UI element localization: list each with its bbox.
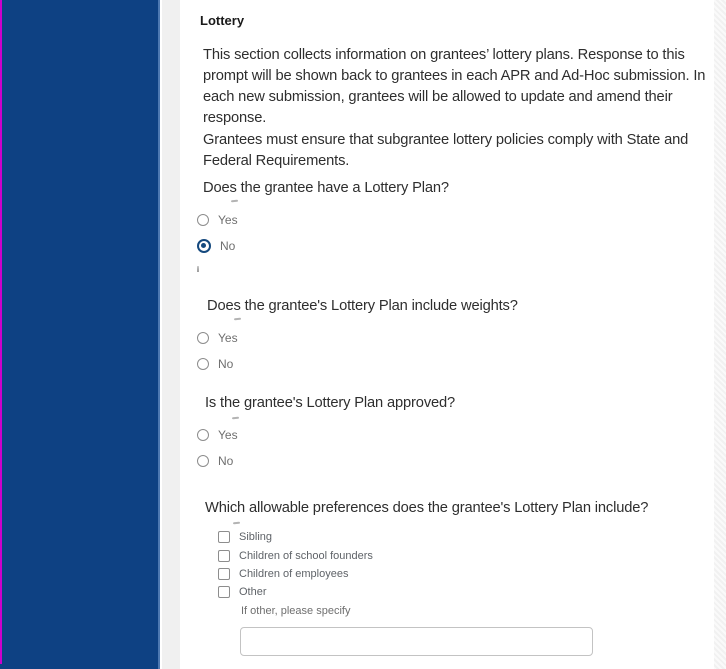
if-other-specify-label: If other, please specify — [241, 605, 351, 617]
checkbox-option-sibling[interactable] — [218, 531, 272, 543]
radio-icon[interactable] — [197, 429, 209, 441]
radio-option-q2-yes[interactable] — [197, 331, 238, 345]
checkbox-label[interactable]: Children of employees — [239, 568, 349, 580]
collapsed-tick-icon — [232, 417, 239, 420]
collapsed-tick-icon — [234, 318, 241, 321]
collapsed-tick-icon — [233, 522, 240, 525]
radio-icon[interactable] — [197, 455, 209, 467]
right-edge-strip — [714, 0, 726, 669]
question-allowable-preferences: Which allowable preferences does the grantee's Lottery Plan include? — [205, 500, 649, 516]
radio-option-q3-yes[interactable] — [197, 428, 238, 442]
checkbox-label[interactable]: Sibling — [239, 531, 273, 543]
checkbox-option-children-of-school-founders[interactable] — [218, 550, 373, 562]
radio-icon[interactable] — [197, 358, 209, 370]
radio-label[interactable]: Yes — [218, 331, 238, 345]
radio-option-q1-no[interactable] — [197, 239, 235, 253]
intro-paragraph-2: Grantees must ensure that subgrantee lottery policies comply with State and Federal Requirements. — [203, 132, 689, 169]
radio-option-q3-no[interactable] — [197, 454, 233, 468]
radio-option-q2-no[interactable] — [197, 357, 233, 371]
radio-label[interactable]: Yes — [218, 213, 238, 227]
question-plan-approved: Is the grantee's Lottery Plan approved? — [205, 395, 456, 411]
radio-option-q1-yes[interactable] — [197, 213, 238, 227]
other-specify-input[interactable] — [240, 627, 593, 656]
checkbox-icon[interactable] — [218, 550, 230, 562]
radio-label[interactable]: No — [220, 239, 236, 253]
collapsed-tick-icon — [231, 200, 238, 203]
clipped-radio-icon[interactable] — [197, 266, 211, 272]
checkbox-icon[interactable] — [218, 586, 230, 598]
checkbox-icon[interactable] — [218, 568, 230, 580]
intro-paragraph-1: This section collects information on grantees’ lottery plans. Response to this prompt will be shown back to grantees in each APR and Ad-Hoc submission. In each new submission, grantees will be allowed to update and amend their response. — [203, 47, 706, 126]
magenta-edge-line — [0, 0, 2, 664]
radio-label[interactable]: No — [218, 454, 234, 468]
checkbox-label[interactable]: Other — [239, 586, 267, 598]
navigation-sidebar — [0, 0, 160, 669]
checkbox-label[interactable]: Children of school founders — [239, 550, 373, 562]
question-has-lottery-plan: Does the grantee have a Lottery Plan? — [203, 180, 449, 196]
content-gutter — [162, 0, 180, 669]
radio-icon[interactable] — [197, 332, 209, 344]
question-plan-weights: Does the grantee's Lottery Plan include weights? — [207, 298, 518, 314]
checkbox-option-children-of-employees[interactable] — [218, 568, 348, 580]
radio-selected-icon[interactable] — [197, 239, 211, 253]
radio-label[interactable]: No — [218, 357, 234, 371]
lottery-section — [180, 0, 714, 669]
checkbox-option-other[interactable] — [218, 586, 267, 598]
section-title: Lottery — [200, 13, 245, 28]
checkbox-icon[interactable] — [218, 531, 230, 543]
radio-label[interactable]: Yes — [218, 428, 238, 442]
radio-icon[interactable] — [197, 214, 209, 226]
